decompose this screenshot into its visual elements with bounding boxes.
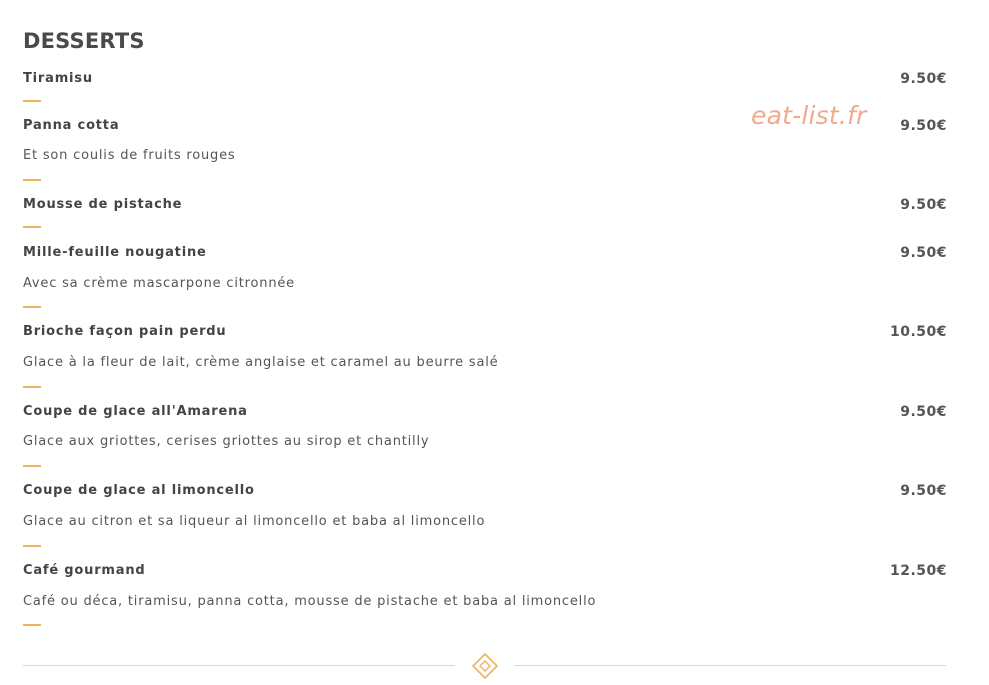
menu-item-name: Tiramisu bbox=[23, 71, 93, 86]
menu-item-name: Mille-feuille nougatine bbox=[23, 245, 207, 260]
menu-item-description: Glace aux griottes, cerises griottes au sirop et chantilly bbox=[23, 434, 430, 449]
section-divider-left bbox=[23, 665, 455, 666]
menu-item-price: 9.50€ bbox=[900, 118, 947, 134]
item-separator bbox=[23, 179, 41, 181]
item-separator bbox=[23, 545, 41, 547]
menu-item-name: Coupe de glace al limoncello bbox=[23, 483, 255, 498]
item-separator bbox=[23, 306, 41, 308]
menu-item-name: Brioche façon pain perdu bbox=[23, 324, 227, 339]
section-divider-right bbox=[514, 665, 946, 666]
menu-item-description: Glace à la fleur de lait, crème anglaise et caramel au beurre salé bbox=[23, 355, 499, 370]
item-separator bbox=[23, 386, 41, 388]
menu-item-price: 12.50€ bbox=[889, 563, 947, 579]
menu-item-price: 9.50€ bbox=[900, 483, 947, 499]
item-separator bbox=[23, 100, 41, 102]
menu-item-description: Glace au citron et sa liqueur al limoncello et baba al limoncello bbox=[23, 514, 486, 529]
menu-item-price: 9.50€ bbox=[900, 404, 947, 420]
menu-item-price: 10.50€ bbox=[889, 324, 947, 340]
menu-item-price: 9.50€ bbox=[900, 245, 947, 261]
menu-item-name: Coupe de glace all'Amarena bbox=[23, 404, 248, 419]
section-title: DESSERTS bbox=[23, 29, 145, 53]
menu-item-description: Et son coulis de fruits rouges bbox=[23, 148, 236, 163]
menu-item-name: Mousse de pistache bbox=[23, 197, 183, 212]
menu-item-name: Panna cotta bbox=[23, 118, 120, 133]
watermark-text: eat-list.fr bbox=[751, 101, 867, 130]
item-separator bbox=[23, 465, 41, 467]
item-separator bbox=[23, 624, 41, 626]
item-separator bbox=[23, 226, 41, 228]
menu-item-description: Café ou déca, tiramisu, panna cotta, mousse de pistache et baba al limoncello bbox=[23, 594, 597, 609]
menu-item-description: Avec sa crème mascarpone citronnée bbox=[23, 276, 295, 291]
menu-item-price: 9.50€ bbox=[900, 71, 947, 87]
menu-item-name: Café gourmand bbox=[23, 563, 146, 578]
diamond-ornament-icon bbox=[471, 652, 499, 680]
menu-item-price: 9.50€ bbox=[900, 197, 947, 213]
